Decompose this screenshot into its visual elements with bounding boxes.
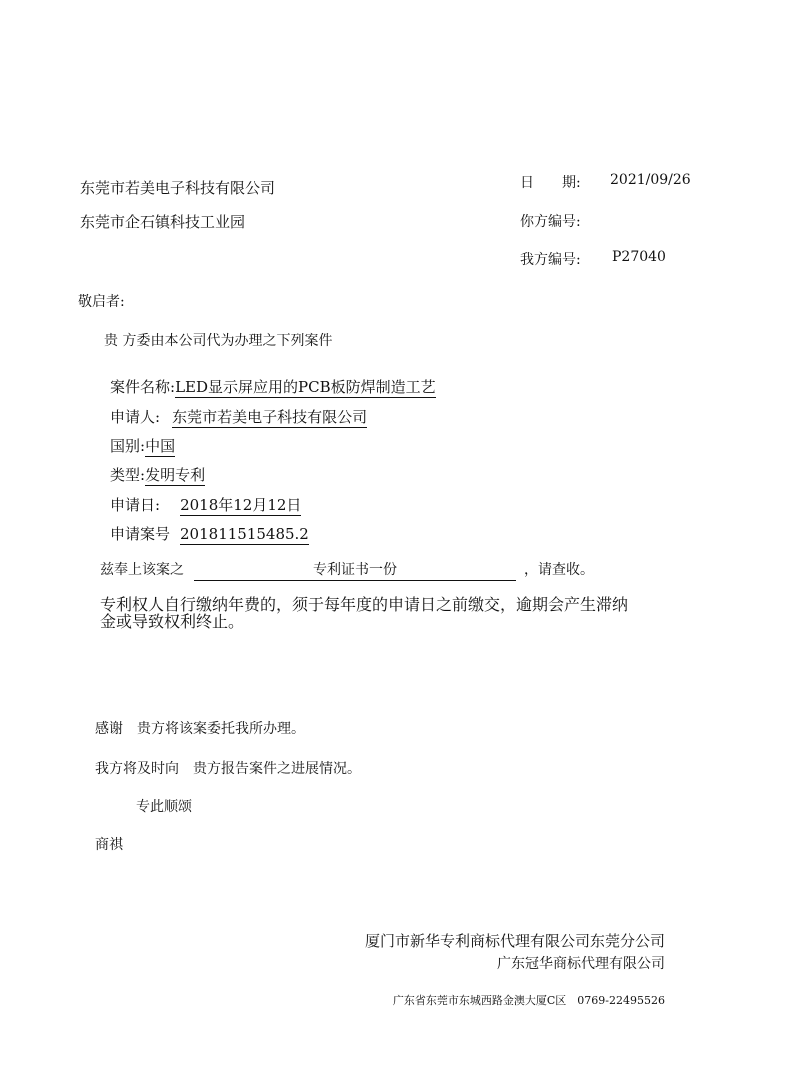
filing-date-row — [110, 494, 301, 515]
date-label: 日 期: — [520, 175, 581, 191]
country-value: 中国 — [145, 437, 176, 455]
enclosure-row — [100, 559, 594, 581]
filing-date-value: 2018年12月12日 — [180, 496, 302, 514]
type-label: 类型: — [110, 466, 146, 484]
your-ref-label: 你方编号: — [520, 214, 581, 230]
date-value: 2021/09/26 — [610, 172, 691, 188]
country-row — [110, 435, 175, 456]
type-row — [110, 464, 205, 485]
signature-address: 广东省东莞市东城西路金澳大厦C区 0769-22495526 — [392, 994, 665, 1007]
signature-firm-2: 广东冠华商标代理有限公司 — [497, 956, 665, 972]
closing-blessing: 商祺 — [95, 837, 123, 853]
filing-date-label: 申请日: — [110, 496, 161, 514]
applicant-row — [110, 406, 367, 427]
app-no-row — [110, 523, 309, 544]
enclosure-item: 专利证书一份 — [194, 559, 516, 581]
recipient-address: 东莞市企石镇科技工业园 — [80, 213, 246, 231]
applicant-label: 申请人: — [110, 408, 161, 426]
recipient-company: 东莞市若美电子科技有限公司 — [80, 179, 276, 197]
app-no-label: 申请案号 — [110, 525, 171, 543]
country-label: 国别: — [110, 437, 146, 455]
enclosure-suffix: ，请查收。 — [524, 562, 594, 578]
case-name-row — [110, 376, 436, 397]
enclosure-prefix: 兹奉上该案之 — [100, 562, 184, 578]
intro-text: 贵 方委由本公司代为办理之下列案件 — [104, 333, 333, 349]
our-ref-label: 我方编号: — [520, 252, 581, 268]
greeting: 敬启者: — [78, 294, 125, 310]
type-value: 发明专利 — [145, 466, 206, 484]
case-name-label: 案件名称: — [110, 378, 176, 396]
closing-report: 我方将及时向 贵方报告案件之进展情况。 — [95, 761, 361, 777]
case-name-value: LED显示屏应用的PCB板防焊制造工艺 — [175, 378, 436, 396]
closing-regards: 专此顺颂 — [136, 799, 192, 815]
app-no-value: 201811515485.2 — [180, 525, 309, 543]
notice-line-1: 专利权人自行缴纳年费的，须于每年度的申请日之前缴交，逾期会产生滞纳 — [100, 595, 629, 614]
notice-line-2: 金或导致权利终止。 — [100, 612, 245, 631]
signature-firm-1: 厦门市新华专利商标代理有限公司东莞分公司 — [364, 932, 665, 950]
our-ref-value: P27040 — [612, 249, 666, 265]
applicant-value: 东莞市若美电子科技有限公司 — [172, 408, 368, 426]
closing-thanks: 感谢 贵方将该案委托我所办理。 — [95, 721, 305, 737]
